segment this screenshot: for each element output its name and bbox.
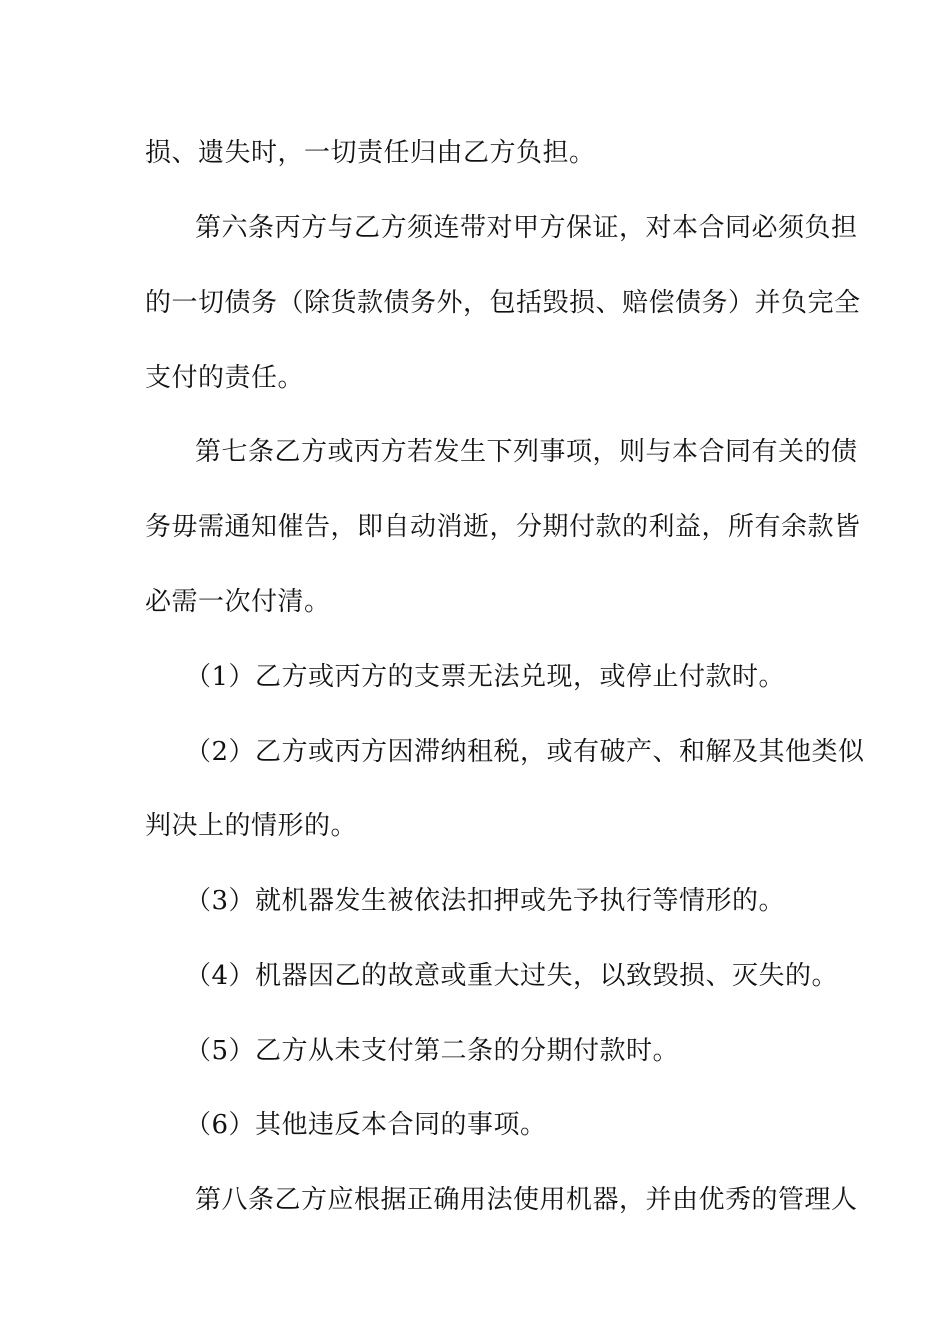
text-line-8: （1）乙方或丙方的支票无法兑现，或停止付款时。 — [185, 662, 786, 692]
text-line-2: 第六条丙方与乙方须连带对甲方保证，对本合同必须负担 — [195, 213, 858, 243]
text-line-5: 第七条乙方或丙方若发生下列事项，则与本合同有关的债 — [195, 437, 858, 467]
text-line-13: （5）乙方从未支付第二条的分期付款时。 — [185, 1036, 680, 1066]
text-line-15: 第八条乙方应根据正确用法使用机器，并由优秀的管理人 — [195, 1185, 858, 1215]
text-line-10: 判决上的情形的。 — [145, 811, 358, 841]
text-line-11: （3）就机器发生被依法扣押或先予执行等情形的。 — [185, 886, 786, 916]
text-line-12: （4）机器因乙的故意或重大过失，以致毁损、灭失的。 — [185, 961, 839, 991]
text-line-14: （6）其他违反本合同的事项。 — [185, 1110, 547, 1140]
text-line-6: 务毋需通知催告，即自动消逝，分期付款的利益，所有余款皆 — [145, 512, 861, 542]
text-line-3: 的一切债务（除货款债务外，包括毁损、赔偿债务）并负完全 — [145, 288, 861, 318]
text-line-7: 必需一次付清。 — [145, 587, 331, 617]
text-line-9: （2）乙方或丙方因滞纳租税，或有破产、和解及其他类似 — [185, 737, 865, 767]
text-line-1: 损、遗失时，一切责任归由乙方负担。 — [145, 138, 596, 168]
text-line-4: 支付的责任。 — [145, 363, 305, 393]
